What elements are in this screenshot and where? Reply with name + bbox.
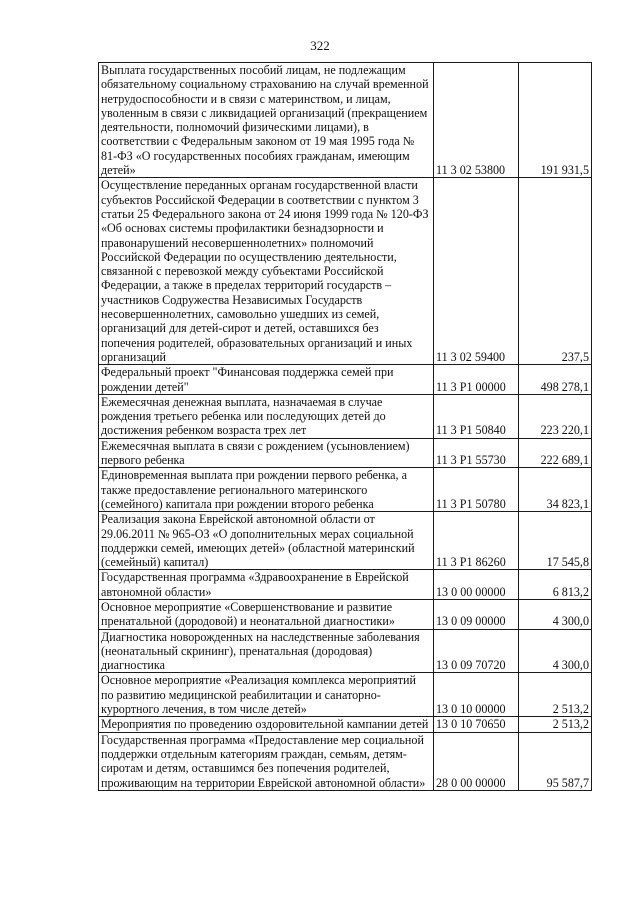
table-row <box>99 394 592 438</box>
row-description: Диагностика новорожденных на наследственные заболевания (неонатальный скрининг), пренатальная (дородовая) диагностика <box>99 629 434 673</box>
table-row <box>99 438 592 468</box>
row-code: 11 3 02 53800 <box>434 63 519 178</box>
table-row <box>99 673 592 717</box>
row-code: 28 0 00 00000 <box>434 732 519 790</box>
row-description: Осуществление переданных органам государственной власти субъектов Российской Федерации в соответствии с пунктом 3 статьи 25 Федерального закона от 24 июня 1999 года № 120-ФЗ «Об основах системы профилактики безнадзорности и правонарушений несовершеннолетних» полномочий Российской Федерации по осуществлению деятельности, связанной с перевозкой между субъектами Российской Федерации, а также в пределах территорий государств – участников Содружества Независимых Государств несовершеннолетних, самовольно ушедших из семей, организаций для детей-сирот и детей, оставшихся без попечения родителей, образовательных организаций и иных организаций <box>99 178 434 365</box>
row-amount: 4 300,0 <box>519 629 592 673</box>
row-description: Выплата государственных пособий лицам, не подлежащим обязательному социальному страхованию на случай временной нетрудоспособности и в связи с материнством, и лицам, уволенным в связи с ликвидацией организаций (прекращением деятельности, полномочий физическими лицами), в соответствии с Федеральным законом от 19 мая 1995 года № 81-ФЗ «О государственных пособиях гражданам, имеющим детей» <box>99 63 434 178</box>
row-code: 11 3 P1 00000 <box>434 365 519 395</box>
row-amount: 6 813,2 <box>519 570 592 600</box>
row-description: Мероприятия по проведению оздоровительной кампании детей <box>99 717 434 732</box>
row-description: Основное мероприятие «Совершенствование и развитие пренатальной (дородовой) и неонатальной диагностики» <box>99 599 434 629</box>
row-amount: 95 587,7 <box>519 732 592 790</box>
table-row <box>99 570 592 600</box>
row-code: 11 3 P1 55730 <box>434 438 519 468</box>
table-row <box>99 629 592 673</box>
row-amount: 17 545,8 <box>519 512 592 570</box>
row-code: 13 0 09 70720 <box>434 629 519 673</box>
page-number: 322 <box>310 38 330 53</box>
row-code: 11 3 P1 86260 <box>434 512 519 570</box>
table-row <box>99 63 592 178</box>
row-description: Основное мероприятие «Реализация комплекса мероприятий по развитию медицинской реабилитации и санаторно-курортного лечения, в том числе детей» <box>99 673 434 717</box>
row-code: 13 0 10 70650 <box>434 717 519 732</box>
row-amount: 4 300,0 <box>519 599 592 629</box>
table-row <box>99 512 592 570</box>
row-amount: 34 823,1 <box>519 468 592 512</box>
budget-table <box>98 62 592 791</box>
row-code: 11 3 P1 50840 <box>434 394 519 438</box>
row-amount: 223 220,1 <box>519 394 592 438</box>
row-amount: 222 689,1 <box>519 438 592 468</box>
row-code: 13 0 10 00000 <box>434 673 519 717</box>
row-amount: 237,5 <box>519 178 592 365</box>
row-amount: 498 278,1 <box>519 365 592 395</box>
row-code: 11 3 P1 50780 <box>434 468 519 512</box>
row-description: Реализация закона Еврейской автономной области от 29.06.2011 № 965-ОЗ «О дополнительных мерах социальной поддержки семей, имеющих детей» (областной материнский (семейный) капитал) <box>99 512 434 570</box>
row-description: Ежемесячная денежная выплата, назначаемая в случае рождения третьего ребенка или последующих детей до достижения ребенком возраста трех лет <box>99 394 434 438</box>
row-code: 11 3 02 59400 <box>434 178 519 365</box>
table-row <box>99 732 592 790</box>
table-row <box>99 468 592 512</box>
budget-table-body <box>99 63 592 791</box>
row-description: Федеральный проект "Финансовая поддержка семей при рождении детей" <box>99 365 434 395</box>
row-description: Единовременная выплата при рождении первого ребенка, а также предоставление регионального материнского (семейного) капитала при рождении второго ребенка <box>99 468 434 512</box>
table-row <box>99 599 592 629</box>
row-amount: 2 513,2 <box>519 717 592 732</box>
row-description: Государственная программа «Здравоохранение в Еврейской автономной области» <box>99 570 434 600</box>
row-amount: 2 513,2 <box>519 673 592 717</box>
row-amount: 191 931,5 <box>519 63 592 178</box>
row-code: 13 0 00 00000 <box>434 570 519 600</box>
row-description: Государственная программа «Предоставление мер социальной поддержки отдельным категориям граждан, семьям, детям-сиротам и детям, оставшимся без попечения родителей, проживающим на территории Еврейской автономной области» <box>99 732 434 790</box>
table-row <box>99 178 592 365</box>
row-description: Ежемесячная выплата в связи с рождением (усыновлением) первого ребенка <box>99 438 434 468</box>
table-row <box>99 717 592 732</box>
table-row <box>99 365 592 395</box>
row-code: 13 0 09 00000 <box>434 599 519 629</box>
